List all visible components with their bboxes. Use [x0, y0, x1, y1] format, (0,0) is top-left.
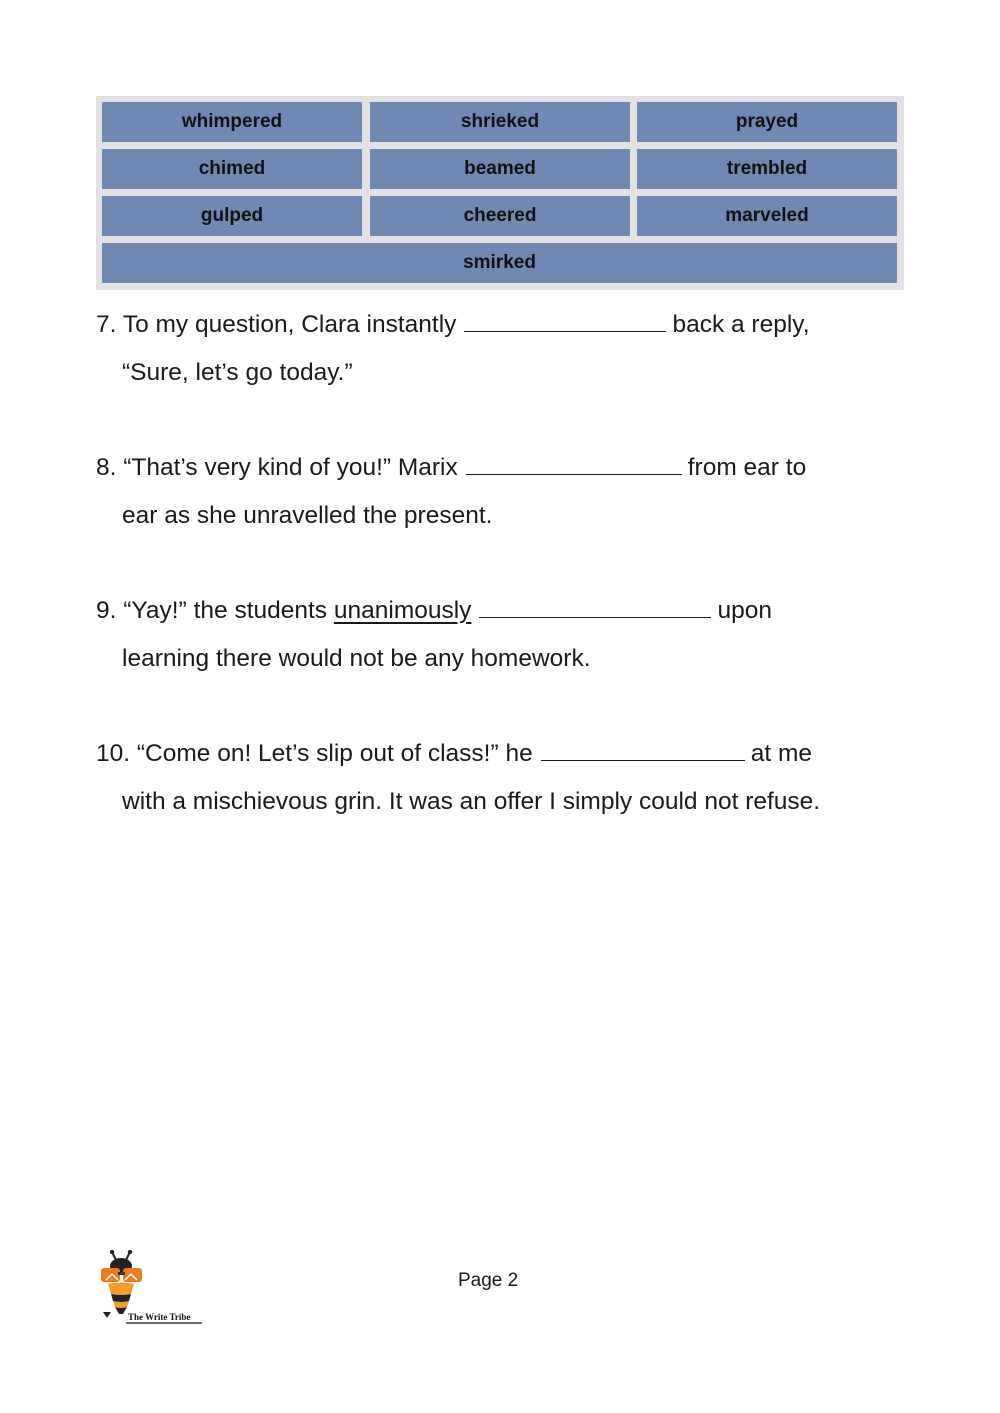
underlined-word: unanimously — [333, 597, 472, 624]
word-bank-cell: shrieked — [370, 102, 630, 142]
question-line-1 — [96, 301, 810, 349]
question-line-1 — [96, 444, 806, 492]
word-bank-table — [96, 96, 904, 290]
question-text-before: “That’s very kind of you!” Marix — [123, 454, 458, 481]
word-bank-cell: whimpered — [102, 102, 362, 142]
question-text-before: “Come on! Let’s slip out of class!” he — [136, 740, 533, 767]
word-bank-cell: trembled — [637, 149, 897, 189]
question-text-after: upon — [717, 597, 772, 624]
answer-blank[interactable] — [541, 740, 745, 761]
question-7 — [96, 301, 810, 397]
word-bank-cell: gulped — [102, 196, 362, 236]
word-bank-cell: marveled — [637, 196, 897, 236]
question-line-2: “Sure, let’s go today.” — [122, 359, 353, 386]
write-tribe-logo — [98, 1250, 208, 1328]
bee-icon — [98, 1250, 208, 1328]
answer-blank[interactable] — [466, 454, 682, 475]
word-bank-cell: beamed — [370, 149, 630, 189]
question-8 — [96, 444, 806, 540]
question-line-1 — [96, 587, 772, 635]
page-number: Page 2 — [458, 1270, 519, 1291]
word-bank-cell-wide: smirked — [102, 243, 897, 283]
question-text-before: To my question, Clara instantly — [122, 311, 457, 338]
question-number: 9. — [96, 597, 117, 624]
question-number: 10. — [96, 740, 131, 767]
answer-blank[interactable] — [479, 597, 711, 618]
word-bank-cell: cheered — [370, 196, 630, 236]
question-line-2: learning there would not be any homework. — [122, 645, 591, 672]
question-text-after: at me — [750, 740, 812, 767]
question-text-after: from ear to — [687, 454, 807, 481]
question-9 — [96, 587, 772, 683]
word-bank-cell: chimed — [102, 149, 362, 189]
question-10 — [96, 730, 820, 826]
question-line-1 — [96, 730, 820, 778]
question-text-after: back a reply, — [672, 311, 810, 338]
word-bank-cell: prayed — [637, 102, 897, 142]
logo-text: The Write Tribe — [128, 1312, 191, 1322]
question-line-2: with a mischievous grin. It was an offer I simply could not refuse. — [122, 788, 821, 815]
question-number: 8. — [96, 454, 117, 481]
answer-blank[interactable] — [464, 311, 666, 332]
question-line-2: ear as she unravelled the present. — [122, 502, 493, 529]
question-text-before: “Yay!” the students — [123, 597, 328, 624]
question-number: 7. — [96, 311, 117, 338]
